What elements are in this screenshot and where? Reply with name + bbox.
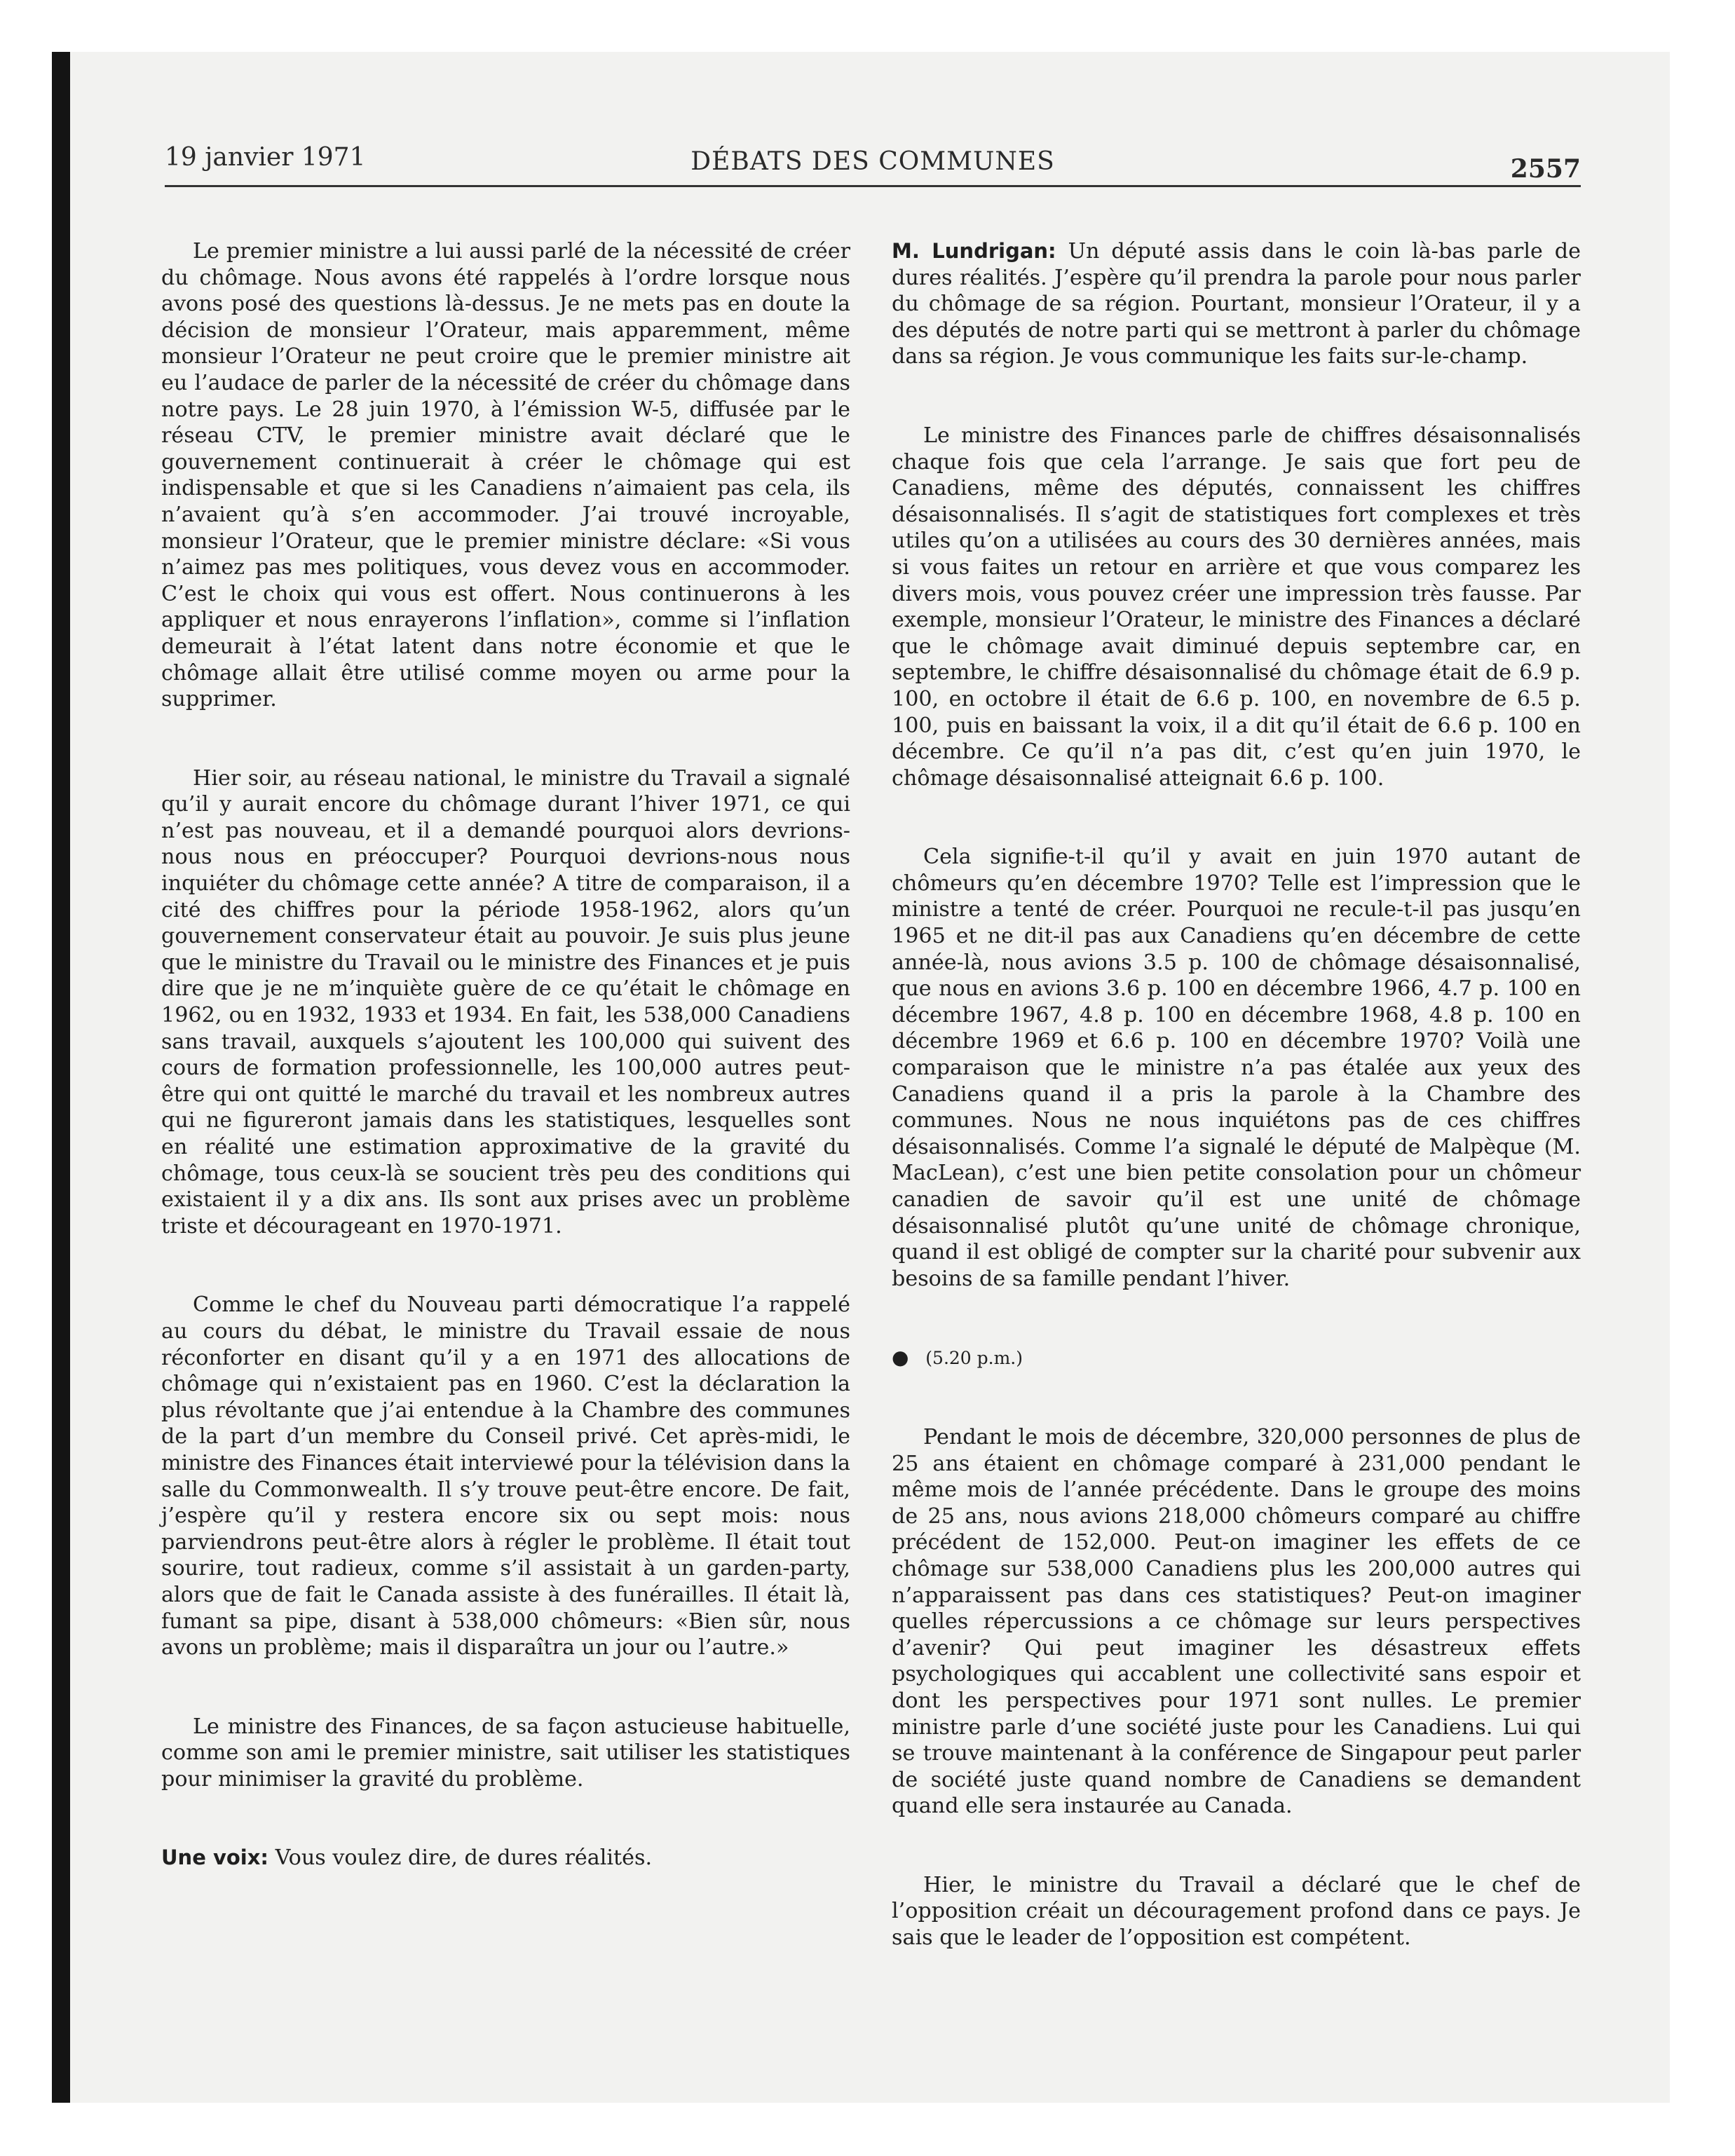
speaker-name: M. Lundrigan: (892, 239, 1056, 263)
speaker-name: Une voix: (161, 1845, 269, 1870)
page-number: 2557 (1510, 154, 1581, 184)
paragraph: Pendant le mois de décembre, 320,000 personnes de plus de 25 ans étaient en chômage comparé à 231,000 pendant le même mois de l’année précédente. Dans le groupe des moins de 25 ans, nous avions 218,000 chômeurs comparé au chiffre précédent de 152,000. Peut-on imaginer les effets de ce chômage sur 538,000 Canadiens plus les 200,000 autres qui n’apparaissent pas dans ces statistiques? Peut-on imaginer quelles répercussions a ce chômage sur leurs perspectives d’avenir? Qui peut imaginer les désastreux effets psychologiques qui accablent une collectivité sans espoir et dont les perspectives pour 1971 sont nulles. Le premier ministre parle d’une société juste pour les Canadiens. Lui qui se trouve maintenant à la conférence de Singapour peut parler de société juste quand nombre de Canadiens se demandent quand elle sera instaurée au Canada. (892, 1424, 1581, 1819)
time-text: (5.20 p.m.) (925, 1348, 1023, 1369)
right-column (892, 238, 1581, 1991)
paragraph: Hier, le ministre du Travail a déclaré que le chef de l’opposition créait un découragement profond dans ce pays. Je sais que le leader de l’opposition est compétent. (892, 1872, 1581, 1951)
time-marker (892, 1344, 1581, 1372)
page-header (165, 143, 1581, 187)
paragraph: Le premier ministre a lui aussi parlé de la nécessité de créer du chômage. Nous avons été rappelés à l’ordre lorsque nous avons posé des questions là-dessus. Je ne mets pas en doute la décision de monsieur l’Orateur, mais apparemment, même monsieur l’Orateur ne peut croire que le premier ministre ait eu l’audace de parler de la nécessité de créer du chômage dans notre pays. Le 28 juin 1970, à l’émission W-5, diffusée par le réseau CTV, le premier ministre avait déclaré que le gouvernement continuerait à créer le chômage qui est indispensable et que si les Canadiens n’aimaient pas cela, ils n’avaient qu’à s’en accommoder. J’ai trouvé incroyable, monsieur l’Orateur, que le premier ministre déclare: «Si vous n’aimez pas mes politiques, vous devez vous en accommoder. C’est le choix qui vous est offert. Nous continuerons à les appliquer et nous enrayerons l’inflation», comme si l’inflation demeurait à l’état latent dans notre économie et que le chômage allait être utilisé comme moyen ou arme pour la supprimer. (161, 239, 850, 712)
speaker-paragraph (161, 1845, 850, 1871)
paragraph: Le ministre des Finances parle de chiffres désaisonnalisés chaque fois que cela l’arrange. Je sais que fort peu de Canadiens, même des députés, connaissent les chiffres désaisonnalisés. Il s’agit de statistiques fort complexes et très utiles qu’on a utilisées au cours des 30 dernières années, mais si vous faites un retour en arrière et que vous comparez les divers mois, vous pouvez créer une impression très fausse. Par exemple, monsieur l’Orateur, le ministre des Finances a déclaré que le chômage avait diminué depuis septembre car, en septembre, le chiffre désaisonnalisé du chômage était de 6.9 p. 100, en octobre il était de 6.6 p. 100, en novembre de 6.5 p. 100, puis en baissant la voix, il a dit qu’il était de 6.6 p. 100 en décembre. Ce qu’il n’a pas dit, c’est qu’en juin 1970, le chômage désaisonnalisé atteignait 6.6 p. 100. (892, 423, 1581, 791)
header-date: 19 janvier 1971 (165, 143, 366, 172)
speaker-paragraph (892, 238, 1581, 370)
paragraph: Comme le chef du Nouveau parti démocratique l’a rappelé au cours du débat, le ministre du Travail essaie de nous réconforter en disant qu’il y a en 1971 des allocations de chômage qui n’existaient pas en 1960. C’est la déclaration la plus révoltante que j’ai entendue à la Chambre des communes de la part d’un membre du Conseil privé. Cet après-midi, le ministre des Finances était interviewé pour la télévision dans la salle du Commonwealth. Il s’y trouve peut-être encore. De fait, j’espère qu’il y restera encore six ou sept mois: nous parviendrons peut-être alors à régler le problème. Il était tout sourire, tout radieux, comme s’il assistait à un garden-party, alors que de fait le Canada assiste à des funérailles. Il était là, fumant sa pipe, disant à 538,000 chômeurs: «Bien sûr, nous avons un problème; mais il disparaîtra un jour ou l’autre.» (161, 1292, 850, 1660)
bullet-icon: ● (892, 1346, 909, 1370)
speaker-text: Vous voulez dire, de dures réalités. (268, 1845, 653, 1871)
paragraph: Hier soir, au réseau national, le ministre du Travail a signalé qu’il y aurait encore du chômage durant l’hiver 1971, ce qui n’est pas nouveau, et il a demandé pourquoi alors devrions-nous nous en préoccuper? Pourquoi devrions-nous nous inquiéter du chômage cette année? A titre de comparaison, il a cité des chiffres pour la période 1958-1962, alors qu’un gouvernement conservateur était au pouvoir. Je suis plus jeune que le ministre du Travail ou le ministre des Finances et je puis dire que je ne m’inquiète guère de ce qu’était le chômage en 1962, ou en 1932, 1933 et 1934. En fait, les 538,000 Canadiens sans travail, auxquels s’ajoutent les 100,000 qui suivent des cours de formation professionnelle, les 100,000 autres peut-être qui ont quitté le marché du travail et les nombreux autres qui ne figureront jamais dans les statistiques, lesquelles sont en réalité une estimation approximative de la gravité du chômage, tous ceux-là se soucient très peu des conditions qui existaient il y a dix ans. Ils sont aux prises avec un problème triste et décourageant en 1970-1971. (161, 765, 850, 1239)
header-title: DÉBATS DES COMMUNES (690, 147, 1055, 176)
speaker-text: Un député assis dans le coin là-bas parle de dures réalités. J’espère qu’il prendra la parole pour nous parler du chômage de sa région. Pourtant, monsieur l’Orateur, il y a des députés de notre parti qui se mettront à parler du chômage dans sa région. Je vous communique les faits sur-le-champ. (892, 239, 1581, 369)
paragraph: Le ministre des Finances, de sa façon astucieuse habituelle, comme son ami le premier ministre, sait utiliser les statistiques pour minimiser la gravité du problème. (161, 1714, 850, 1792)
scan-edge (52, 52, 70, 2103)
left-column (161, 238, 850, 1991)
paragraph: Cela signifie-t-il qu’il y avait en juin 1970 autant de chômeurs qu’en décembre 1970? Telle est l’impression que le ministre a tenté de créer. Pourquoi ne recule-t-il pas jusqu’en 1965 et ne dit-il pas aux Canadiens qu’en décembre de cette année-là, nous avions 3.5 p. 100 de chômage désaisonnalisé, que nous en avions 3.6 p. 100 en décembre 1966, 4.7 p. 100 en décembre 1967, 4.8 p. 100 en décembre 1968, 4.8 p. 100 en décembre 1969 et 6.6 p. 100 en décembre 1970? Voilà une comparaison que le ministre n’a pas étalée aux yeux des Canadiens quand il a pris la parole à la Chambre des communes. Nous ne nous inquiétons pas de ces chiffres désaisonnalisés. Comme l’a signalé le député de Malpèque (M. MacLean), c’est une bien petite consolation pour un chômeur canadien de savoir qu’il est une unité de chômage désaisonnalisé plutôt qu’une unité de chômage chronique, quand il est obligé de compter sur la charité pour subvenir aux besoins de sa famille pendant l’hiver. (892, 845, 1581, 1291)
